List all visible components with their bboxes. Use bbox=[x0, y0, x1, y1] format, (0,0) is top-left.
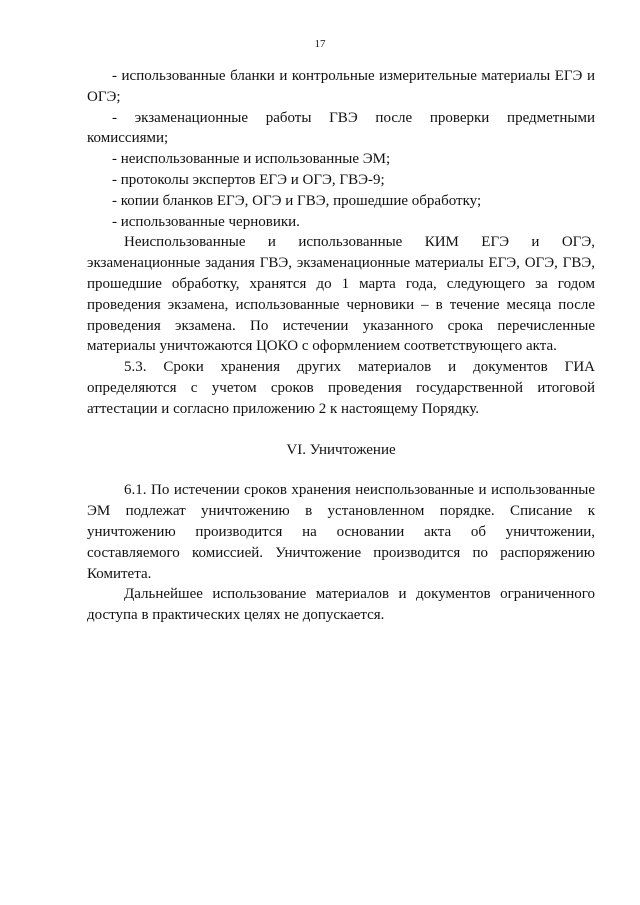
list-item: - использованные черновики. bbox=[112, 213, 300, 230]
list-item: - экзаменационные работы ГВЭ после проверки предметными комиссиями; bbox=[87, 109, 595, 147]
storage-paragraph: Неиспользованные и использованные КИМ ЕГЭ и ОГЭ, экзаменационные задания ГВЭ, экзаменационные материалы ЕГЭ, ОГЭ, ГВЭ, прошедшие обработку, хранятся до 1 марта года, следующего за годом проведения экзамена, использованные черновики – в течение месяца после проведения экзамена. По истечении указанного срока перечисленные материалы уничтожаются ЦОКО с оформлением соответствующего акта. bbox=[87, 234, 595, 355]
page-number: 17 bbox=[314, 38, 326, 50]
section-title: VI. Уничтожение bbox=[286, 441, 396, 458]
final-paragraph: Дальнейшее использование материалов и документов ограниченного доступа в практических целях не допускается. bbox=[87, 586, 595, 624]
document-body bbox=[87, 66, 595, 626]
list-item: - использованные бланки и контрольные измерительные материалы ЕГЭ и ОГЭ; bbox=[87, 68, 595, 105]
paragraph-5-3: 5.3. Сроки хранения других материалов и документов ГИА определяются с учетом сроков проведения государственной итоговой аттестации и согласно приложению 2 к настоящему Порядку. bbox=[87, 359, 595, 417]
list-item: - протоколы экспертов ЕГЭ и ОГЭ, ГВЭ-9; bbox=[112, 171, 385, 188]
paragraph-6-1: 6.1. По истечении сроков хранения неиспользованные и использованные ЭМ подлежат уничтожению в установленном порядке. Списание к уничтожению производится на основании акта об уничтожении, составляемого комиссией. Уничтожение производится по распоряжению Комитета. bbox=[87, 482, 595, 582]
list-item: - копии бланков ЕГЭ, ОГЭ и ГВЭ, прошедшие обработку; bbox=[112, 192, 482, 209]
list-item: - неиспользованные и использованные ЭМ; bbox=[112, 151, 391, 168]
